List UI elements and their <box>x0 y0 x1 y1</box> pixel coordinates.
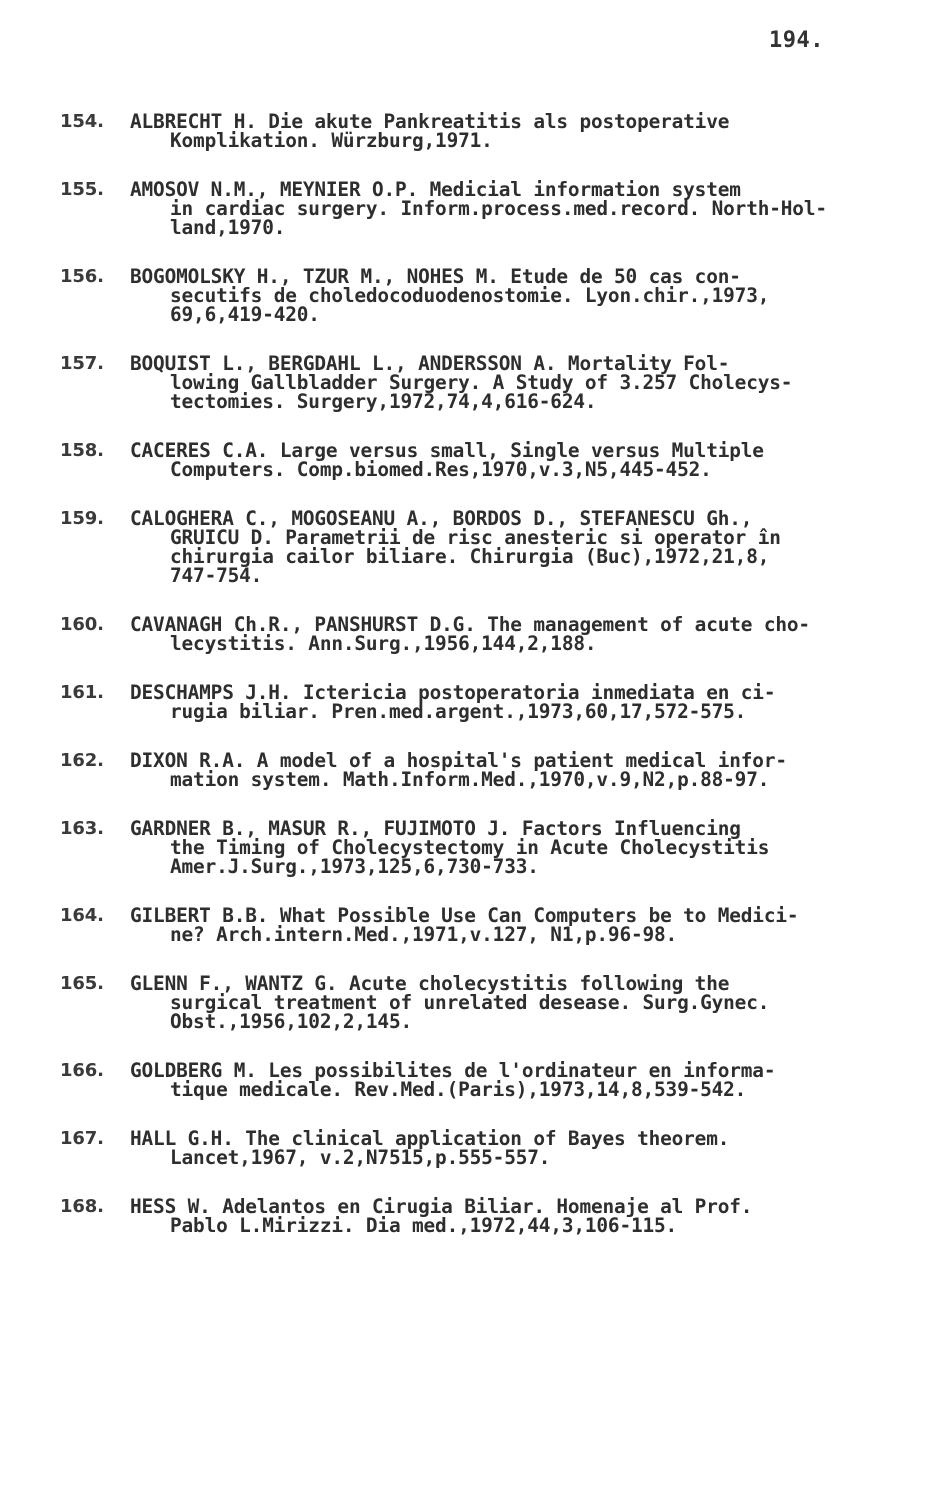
reference-text <box>130 1129 890 1167</box>
reference-line: lowing Gallbladder Surgery. A Study of 3.257 Cholecys- <box>170 371 793 394</box>
reference-number: 157. <box>60 353 104 374</box>
reference-line: GRUICU D. Parametrii de risc anesteric si operator în <box>170 526 781 549</box>
reference-line: Amer.J.Surg.,1973,125,6,730-733. <box>170 855 539 878</box>
reference-text <box>130 615 890 653</box>
reference-text <box>130 354 890 411</box>
reference-entry <box>60 1197 890 1235</box>
reference-line: the Timing of Cholecystectomy in Acute Cholecystitis <box>170 836 770 859</box>
reference-line: DESCHAMPS J.H. Ictericia postoperatoria inmediata en ci- <box>130 681 776 704</box>
reference-text <box>130 906 890 944</box>
reference-line: GARDNER B., MASUR R., FUJIMOTO J. Factors Influencing <box>130 817 741 840</box>
reference-number: 163. <box>60 818 104 839</box>
reference-text <box>130 509 890 585</box>
reference-line: Obst.,1956,102,2,145. <box>170 1010 413 1033</box>
reference-entry <box>60 751 890 789</box>
reference-line: BOGOMOLSKY H., TZUR M., NOHES M. Etude de 50 cas con- <box>130 265 741 288</box>
reference-line: HALL G.H. The clinical application of Bayes theorem. <box>130 1127 730 1150</box>
reference-line: surgical treatment of unrelated desease. Surg.Gynec. <box>170 991 770 1014</box>
reference-number: 158. <box>60 440 104 461</box>
reference-line: land,1970. <box>170 216 286 239</box>
reference-entry <box>60 615 890 653</box>
reference-number: 162. <box>60 750 104 771</box>
reference-line: ALBRECHT H. Die akute Pankreatitis als postoperative <box>130 110 730 133</box>
reference-number: 160. <box>60 614 104 635</box>
reference-text <box>130 974 890 1031</box>
reference-line: rugia biliar. Pren.med.argent.,1973,60,17,572-575. <box>170 700 747 723</box>
reference-text <box>130 1061 890 1099</box>
reference-number: 167. <box>60 1128 104 1149</box>
reference-number: 164. <box>60 905 104 926</box>
reference-entry <box>60 906 890 944</box>
reference-line: GLENN F., WANTZ G. Acute cholecystitis following the <box>130 972 730 995</box>
reference-text <box>130 1197 890 1235</box>
reference-line: Lancet,1967, v.2,N7515,p.555-557. <box>170 1146 551 1169</box>
reference-line: mation system. Math.Inform.Med.,1970,v.9,N2,p.88-97. <box>170 768 770 791</box>
reference-entry <box>60 1129 890 1167</box>
reference-entry <box>60 180 890 237</box>
reference-text <box>130 819 890 876</box>
reference-line: 69,6,419-420. <box>170 303 320 326</box>
reference-line: HESS W. Adelantos en Cirugia Biliar. Homenaje al Prof. <box>130 1195 753 1218</box>
reference-entry <box>60 683 890 721</box>
reference-line: CAVANAGH Ch.R., PANSHURST D.G. The management of acute cho- <box>130 613 810 636</box>
reference-number: 156. <box>60 266 104 287</box>
reference-list <box>60 112 890 1265</box>
reference-number: 166. <box>60 1060 104 1081</box>
reference-text <box>130 683 890 721</box>
reference-line: Pablo L.Mirizzi. Dia med.,1972,44,3,106-115. <box>170 1214 678 1237</box>
reference-number: 165. <box>60 973 104 994</box>
reference-entry <box>60 509 890 585</box>
reference-entry <box>60 819 890 876</box>
reference-line: GOLDBERG M. Les possibilites de l'ordinateur en informa- <box>130 1059 776 1082</box>
reference-text <box>130 441 890 479</box>
reference-line: tectomies. Surgery,1972,74,4,616-624. <box>170 390 597 413</box>
reference-text <box>130 180 890 237</box>
reference-line: GILBERT B.B. What Possible Use Can Computers be to Medici- <box>130 904 799 927</box>
reference-number: 168. <box>60 1196 104 1217</box>
reference-line: secutifs de choledocoduodenostomie. Lyon.chir.,1973, <box>170 284 770 307</box>
reference-entry <box>60 354 890 411</box>
reference-line: lecystitis. Ann.Surg.,1956,144,2,188. <box>170 632 597 655</box>
reference-text <box>130 112 890 150</box>
reference-line: CALOGHERA C., MOGOSEANU A., BORDOS D., STEFANESCU Gh., <box>130 507 753 530</box>
reference-line: tique medicale. Rev.Med.(Paris),1973,14,8,539-542. <box>170 1078 747 1101</box>
reference-entry <box>60 112 890 150</box>
reference-line: in cardiac surgery. Inform.process.med.record. North-Hol- <box>170 197 827 220</box>
reference-number: 159. <box>60 508 104 529</box>
reference-line: AMOSOV N.M., MEYNIER O.P. Medicial information system <box>130 178 741 201</box>
page-number: 194. <box>769 28 824 53</box>
reference-line: 747-754. <box>170 564 263 587</box>
reference-text <box>130 267 890 324</box>
reference-number: 154. <box>60 111 104 132</box>
reference-entry <box>60 267 890 324</box>
reference-entry <box>60 1061 890 1099</box>
reference-entry <box>60 441 890 479</box>
reference-line: Computers. Comp.biomed.Res,1970,v.3,N5,445-452. <box>170 458 712 481</box>
reference-line: ne? Arch.intern.Med.,1971,v.127, N1,p.96-98. <box>170 923 678 946</box>
reference-text <box>130 751 890 789</box>
reference-number: 161. <box>60 682 104 703</box>
reference-line: Komplikation. Würzburg,1971. <box>170 129 493 152</box>
reference-entry <box>60 974 890 1031</box>
reference-line: chirurgia cailor biliare. Chirurgia (Buc),1972,21,8, <box>170 545 770 568</box>
reference-line: CACERES C.A. Large versus small, Single versus Multiple <box>130 439 764 462</box>
reference-number: 155. <box>60 179 104 200</box>
reference-line: BOQUIST L., BERGDAHL L., ANDERSSON A. Mortality Fol- <box>130 352 730 375</box>
reference-line: DIXON R.A. A model of a hospital's patient medical infor- <box>130 749 787 772</box>
